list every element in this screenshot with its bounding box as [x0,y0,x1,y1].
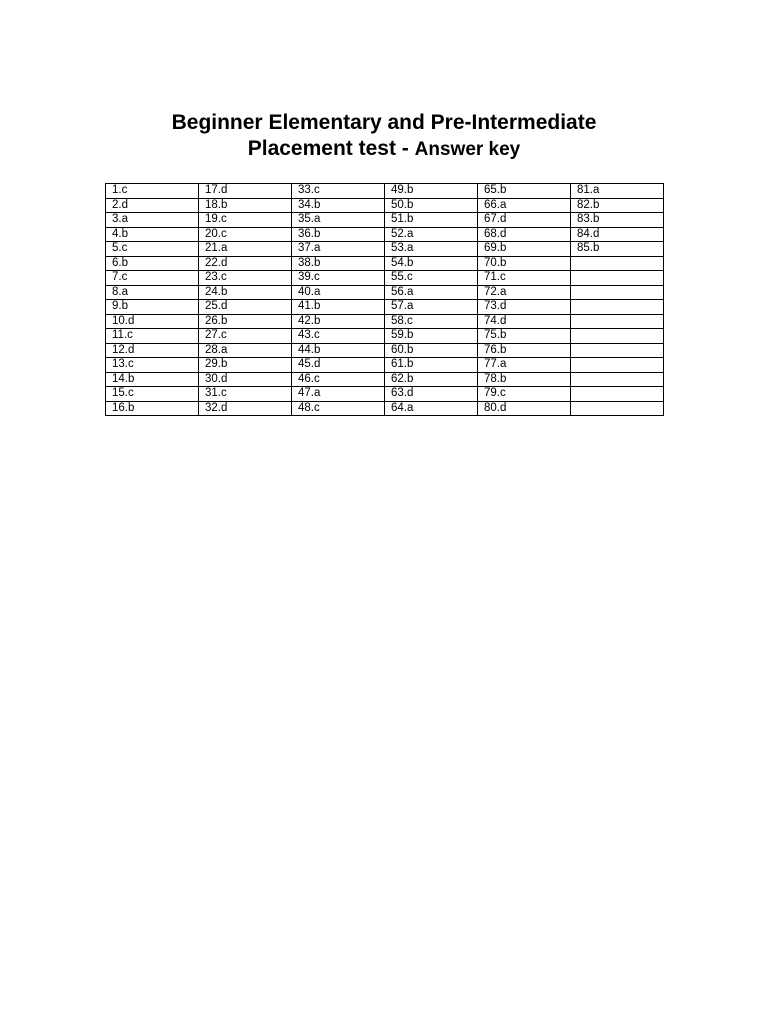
answer-cell: 49.b [385,184,478,199]
answer-cell: 53.a [385,242,478,257]
answer-cell: 1.c [106,184,199,199]
table-row [106,387,664,402]
answer-cell [571,329,664,344]
answer-cell: 59.b [385,329,478,344]
answer-cell: 68.d [478,227,571,242]
answer-cell: 44.b [292,343,385,358]
table-row [106,358,664,373]
answer-cell: 56.a [385,285,478,300]
answer-cell [571,285,664,300]
answer-cell: 10.d [106,314,199,329]
title-line-1: Beginner Elementary and Pre-Intermediate [171,111,597,134]
answer-cell: 74.d [478,314,571,329]
answer-cell: 2.d [106,198,199,213]
answer-cell: 80.d [478,401,571,416]
answer-cell: 29.b [199,358,292,373]
answer-cell: 40.a [292,285,385,300]
answer-cell: 7.c [106,271,199,286]
answer-cell: 82.b [571,198,664,213]
answer-cell: 11.c [106,329,199,344]
answer-cell: 18.b [199,198,292,213]
table-row [106,227,664,242]
table-row [106,329,664,344]
table-row [106,300,664,315]
title-line-2-main: Placement test - [247,137,415,160]
answer-cell: 58.c [385,314,478,329]
table-row [106,184,664,199]
title-line-2 [0,136,768,163]
answer-cell: 30.d [199,372,292,387]
answer-cell: 34.b [292,198,385,213]
answer-cell: 50.b [385,198,478,213]
answer-cell: 38.b [292,256,385,271]
table-row [106,401,664,416]
table-row [106,314,664,329]
answer-cell: 4.b [106,227,199,242]
answer-cell: 48.c [292,401,385,416]
answer-cell [571,343,664,358]
answer-cell: 9.b [106,300,199,315]
answer-cell: 64.a [385,401,478,416]
answer-cell: 20.c [199,227,292,242]
answer-cell: 32.d [199,401,292,416]
answer-cell [571,256,664,271]
answer-cell: 19.c [199,213,292,228]
answer-cell: 81.a [571,184,664,199]
answer-cell: 24.b [199,285,292,300]
answer-cell: 37.a [292,242,385,257]
answer-cell: 31.c [199,387,292,402]
answer-cell: 65.b [478,184,571,199]
answer-cell: 22.d [199,256,292,271]
answer-cell: 55.c [385,271,478,286]
table-row [106,271,664,286]
table-row [106,372,664,387]
answer-cell: 70.b [478,256,571,271]
table-row [106,213,664,228]
answer-cell: 6.b [106,256,199,271]
answer-cell: 71.c [478,271,571,286]
answer-cell: 21.a [199,242,292,257]
answer-cell: 67.d [478,213,571,228]
answer-cell [571,300,664,315]
answer-cell: 3.a [106,213,199,228]
table-row [106,285,664,300]
answer-cell: 5.c [106,242,199,257]
answer-cell [571,314,664,329]
answer-cell [571,387,664,402]
answer-cell: 47.a [292,387,385,402]
answer-cell: 84.d [571,227,664,242]
answer-cell: 12.d [106,343,199,358]
answer-cell: 73.d [478,300,571,315]
answer-cell: 85.b [571,242,664,257]
answer-cell: 13.c [106,358,199,373]
answer-cell [571,401,664,416]
answer-cell: 28.a [199,343,292,358]
answer-cell: 41.b [292,300,385,315]
answer-cell: 69.b [478,242,571,257]
answer-cell: 27.c [199,329,292,344]
answer-cell: 77.a [478,358,571,373]
answer-cell: 79.c [478,387,571,402]
answer-cell: 15.c [106,387,199,402]
answer-cell: 60.b [385,343,478,358]
table-row [106,198,664,213]
table-row [106,242,664,257]
answer-cell: 66.a [478,198,571,213]
document-title [0,110,768,163]
answer-cell: 63.d [385,387,478,402]
title-line-2-answer-key: Answer key [414,139,521,160]
answer-cell: 52.a [385,227,478,242]
answer-cell: 51.b [385,213,478,228]
answer-cell: 35.a [292,213,385,228]
answer-cell: 78.b [478,372,571,387]
answer-cell: 16.b [106,401,199,416]
answer-cell: 46.c [292,372,385,387]
answer-cell [571,271,664,286]
table-row [106,256,664,271]
answer-cell: 42.b [292,314,385,329]
answer-cell [571,372,664,387]
answer-cell: 33.c [292,184,385,199]
answer-cell: 75.b [478,329,571,344]
answer-cell: 62.b [385,372,478,387]
answer-cell: 76.b [478,343,571,358]
answer-cell: 26.b [199,314,292,329]
answer-cell: 83.b [571,213,664,228]
answer-cell: 17.d [199,184,292,199]
answer-cell: 8.a [106,285,199,300]
answer-cell: 14.b [106,372,199,387]
answer-cell: 23.c [199,271,292,286]
answer-cell: 72.a [478,285,571,300]
table-row [106,343,664,358]
answer-cell [571,358,664,373]
answer-cell: 45.d [292,358,385,373]
answer-cell: 54.b [385,256,478,271]
answer-cell: 61.b [385,358,478,373]
answer-cell: 25.d [199,300,292,315]
answer-table-body [106,184,664,416]
answer-cell: 43.c [292,329,385,344]
answer-cell: 36.b [292,227,385,242]
answer-cell: 57.a [385,300,478,315]
answer-cell: 39.c [292,271,385,286]
answer-key-table [105,183,664,416]
